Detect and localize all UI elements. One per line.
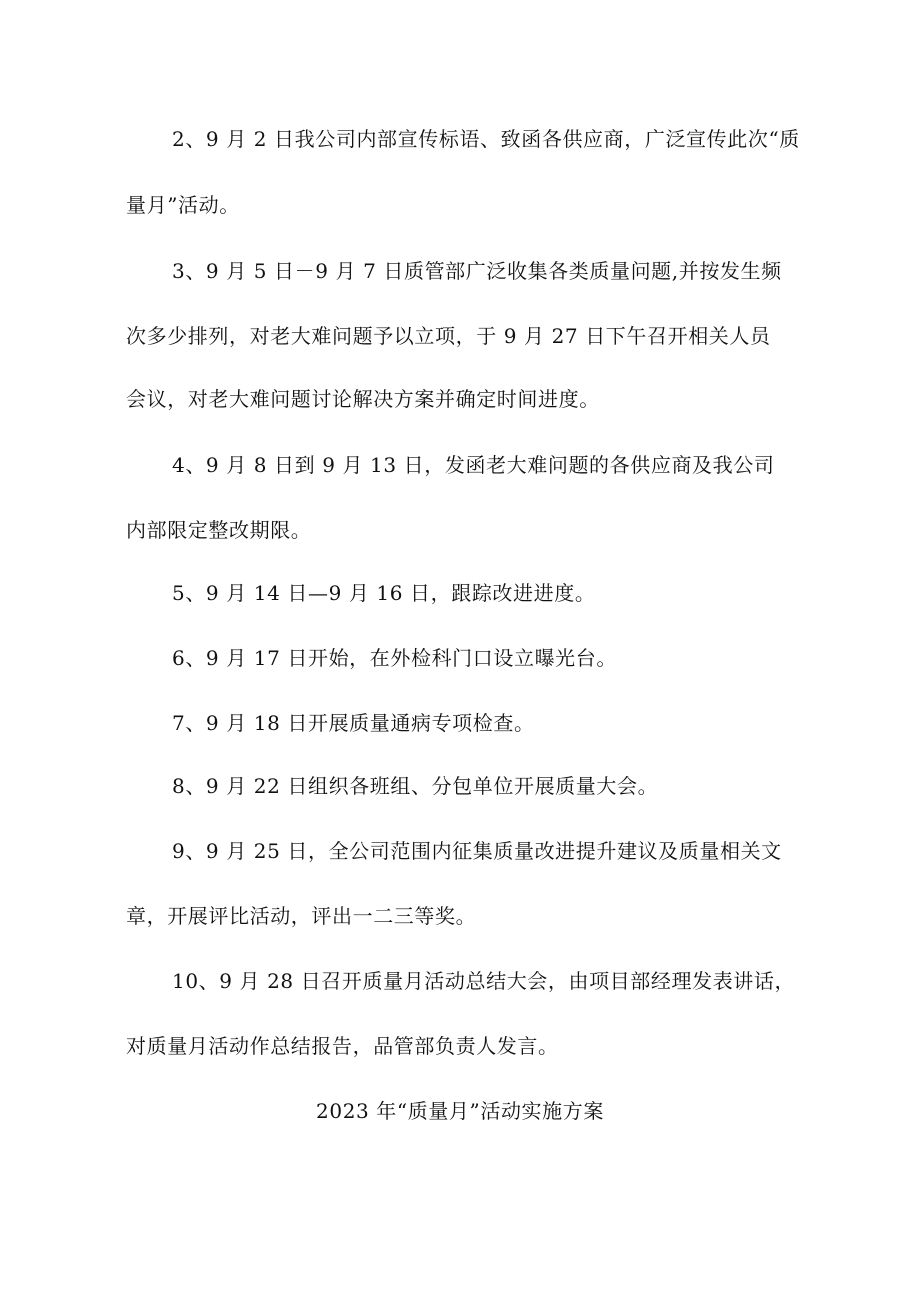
item-5-line: 5、9 月 14 日—9 月 16 日，跟踪改进进度。 [172, 581, 596, 605]
item-9-line-2: 章，开展评比活动，评出一二三等奖。 [126, 904, 477, 928]
item-7-line: 7、9 月 18 日开展质量通病专项检查。 [172, 711, 535, 735]
item-9-line-1: 9、9 月 25 日，全公司范围内征集质量改进提升建议及质量相关文 [172, 839, 782, 863]
item-3-line-1: 3、9 月 5 日－9 月 7 日质管部广泛收集各类质量问题,并按发生频 [172, 259, 782, 283]
item-10-line-2: 对质量月活动作总结报告，品管部负责人发言。 [126, 1034, 559, 1058]
item-6-line: 6、9 月 17 日开始，在外检科门口设立曝光台。 [172, 646, 617, 670]
item-2-line-1: 2、9 月 2 日我公司内部宣传标语、致函各供应商，广泛宣传此次“质 [172, 127, 800, 151]
item-8-line: 8、9 月 22 日组织各班组、分包单位开展质量大会。 [172, 774, 659, 798]
item-4-line-1: 4、9 月 8 日到 9 月 13 日，发函老大难问题的各供应商及我公司 [172, 453, 775, 477]
item-2-line-2: 量月”活动。 [126, 193, 240, 217]
item-3-line-3: 会议，对老大难问题讨论解决方案并确定时间进度。 [126, 387, 600, 411]
item-3-line-2: 次多少排列，对老大难问题予以立项，于 9 月 27 日下午召开相关人员 [126, 324, 771, 348]
item-4-line-2: 内部限定整改期限。 [126, 518, 312, 542]
section-title: 2023 年“质量月”活动实施方案 [316, 1099, 604, 1123]
item-10-line-1: 10、9 月 28 日召开质量月活动总结大会，由项目部经理发表讲话， [172, 969, 796, 993]
